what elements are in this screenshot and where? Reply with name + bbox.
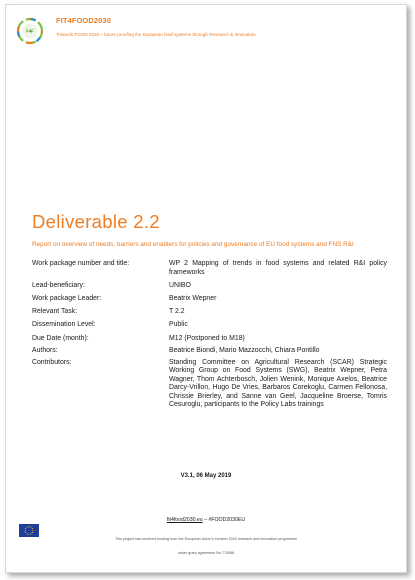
metadata-value: WP 2 Mapping of trends in food systems and related R&I policy frameworks: [169, 260, 387, 276]
metadata-row: [32, 347, 387, 359]
metadata-key: Authors:: [32, 346, 58, 354]
metadata-value: Beatrix Wepner: [169, 294, 217, 302]
footer-links: [6, 517, 406, 523]
metadata-row: [32, 321, 387, 334]
metadata-key: Relevant Task:: [32, 308, 78, 316]
metadata-row: [32, 308, 387, 321]
metadata-key: Lead-beneficiary:: [32, 281, 85, 289]
deliverable-subtitle: Report on overview of needs, barriers and enablers for policies and governance of EU food systems and FNS R&I: [32, 241, 354, 248]
metadata-key: Work package number and title:: [32, 260, 130, 267]
metadata-row: [32, 335, 387, 347]
metadata-value: M12 (Postponed to M18): [169, 334, 245, 342]
metadata-table: [32, 260, 387, 410]
version-date: V3.1, 06 May 2019: [180, 473, 232, 479]
metadata-key: Work package Leader:: [32, 294, 102, 302]
metadata-key: Dissemination Level:: [32, 321, 96, 329]
funding-statement: This project has received funding from the European Union's Horizon 2020 research and innovation programme: [114, 537, 298, 541]
brand-tagline: Towards FOOD 2030 – future proofing the European food systems through Research & Innovation: [56, 32, 256, 37]
website-link[interactable]: fit4food2030.eu: [166, 517, 203, 523]
fit4food2030-logo-icon: [16, 17, 44, 45]
footer-separator: –: [202, 517, 209, 523]
brand-name: FIT4FOOD2030: [56, 16, 111, 25]
metadata-value: UNIBO: [169, 281, 191, 289]
deliverable-title: Deliverable 2.2: [32, 211, 160, 232]
document-page: [5, 4, 407, 573]
metadata-row: [32, 359, 387, 411]
metadata-row: [32, 295, 387, 308]
metadata-key: Due Date (month):: [32, 334, 89, 342]
metadata-value: T 2.2: [169, 308, 185, 316]
eu-flag-icon: [19, 524, 39, 537]
svg-text:F4F: F4F: [26, 28, 34, 34]
metadata-key: Contributors:: [32, 358, 72, 366]
metadata-row: [32, 282, 387, 295]
hashtag-text: #FOOD2030EU: [208, 517, 246, 523]
metadata-value: Beatrice Biondi, Mario Mazzocchi, Chiara Pontillo: [169, 346, 320, 354]
metadata-row: [32, 260, 387, 282]
metadata-value: Public: [169, 321, 188, 329]
metadata-value: Standing Committee on Agricultural Research (SCAR) Strategic Working Group on Food Systems (SWG), Beatrix Wepner, Petra Wagner, Thom Achterbosch, Jolien Wenink, Monique Axelos, Beatrice Darcy-Vrillon, Hugo De Vries, Barbaros Corekoglu, Carmen Fellonosa, Chrissie Brierley, and Sanne van Geel, Jacqueline Broerse, Tomris Cesuroglu, participants to the Policy Labs trainings: [169, 358, 387, 409]
grant-agreement: under grant agreement No 774088: [177, 551, 235, 555]
